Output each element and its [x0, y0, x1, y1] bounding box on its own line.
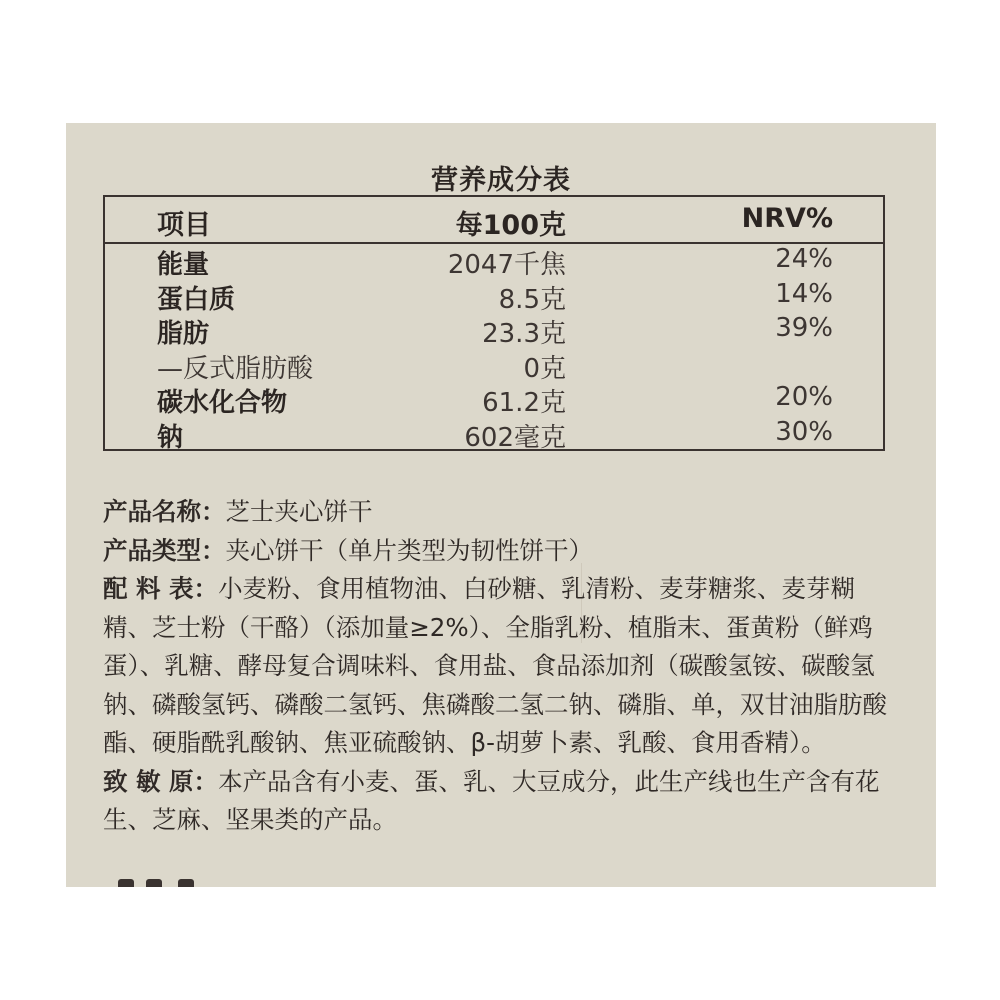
- row-amount: 61.2克: [482, 388, 566, 418]
- row-nrv: 20%: [775, 382, 833, 412]
- table-row: [105, 348, 883, 383]
- nutrition-rows: [105, 244, 883, 451]
- allergen-value: 本产品含有小麦、蛋、乳、大豆成分，此生产线也生产含有花生、芝麻、坚果类的产品。: [103, 766, 880, 834]
- product-name-label: 产品名称：: [103, 497, 226, 526]
- ingredients-line: [103, 570, 903, 763]
- allergen-label: 致 敏 原：: [103, 766, 219, 796]
- row-nrv: 14%: [775, 278, 833, 309]
- row-name: 钠: [157, 422, 184, 453]
- table-row: [105, 244, 883, 279]
- product-type-value: 夹心饼干（单片类型为韧性饼干）: [225, 535, 593, 565]
- header-per100: 每100克: [455, 210, 566, 241]
- row-amount: 8.5克: [498, 284, 566, 315]
- product-name-value: 芝士夹心饼干: [225, 497, 373, 526]
- table-row: [105, 417, 883, 452]
- row-amount: 23.3克: [482, 319, 566, 349]
- product-type-label: 产品类型：: [103, 535, 226, 565]
- row-name: 碳水化合物: [157, 388, 288, 418]
- product-name-line: [103, 493, 903, 532]
- nutrition-title: 营养成分表: [431, 165, 571, 196]
- row-name: 蛋白质: [157, 284, 236, 315]
- row-name: 脂肪: [157, 319, 210, 349]
- allergen-line: [103, 763, 903, 840]
- header-item: 项目: [157, 210, 211, 241]
- row-nrv: 24%: [775, 244, 833, 274]
- header-nrv: NRV%: [741, 203, 833, 234]
- ingredients-label: 配 料 表：: [103, 574, 219, 603]
- row-name: —反式脂肪酸: [157, 353, 314, 384]
- table-row: [105, 279, 883, 314]
- table-row: [105, 313, 883, 348]
- row-amount: 2047千焦: [447, 250, 566, 280]
- row-name: 能量: [157, 250, 210, 280]
- cutoff-text-fragment: [116, 875, 206, 887]
- row-nrv: 30%: [775, 416, 833, 447]
- table-row: [105, 382, 883, 417]
- nutrition-table: [103, 195, 885, 451]
- product-type-line: [103, 532, 903, 571]
- nutrition-table-header: [105, 197, 883, 244]
- row-amount: 0克: [523, 353, 566, 384]
- row-nrv: 39%: [775, 313, 833, 343]
- label-panel: [66, 123, 936, 887]
- row-amount: 602毫克: [464, 422, 566, 453]
- ingredients-value: 小麦粉、食用植物油、白砂糖、乳清粉、麦芽糖浆、麦芽糊精、芝士粉（干酪）（添加量≥2%）、全脂乳粉、植脂末、蛋黄粉（鲜鸡蛋）、乳糖、酵母复合调味料、食用盐、食品添加剂（碳酸氢铵、碳酸氢钠、磷酸氢钙、磷酸二氢钙、焦磷酸二氢二钠、磷脂、单，双甘油脂肪酸酯、硬脂酰乳酸钠、焦亚硫酸钠、β-胡萝卜素、乳酸、食用香精）。: [103, 574, 887, 757]
- product-info: [103, 493, 903, 840]
